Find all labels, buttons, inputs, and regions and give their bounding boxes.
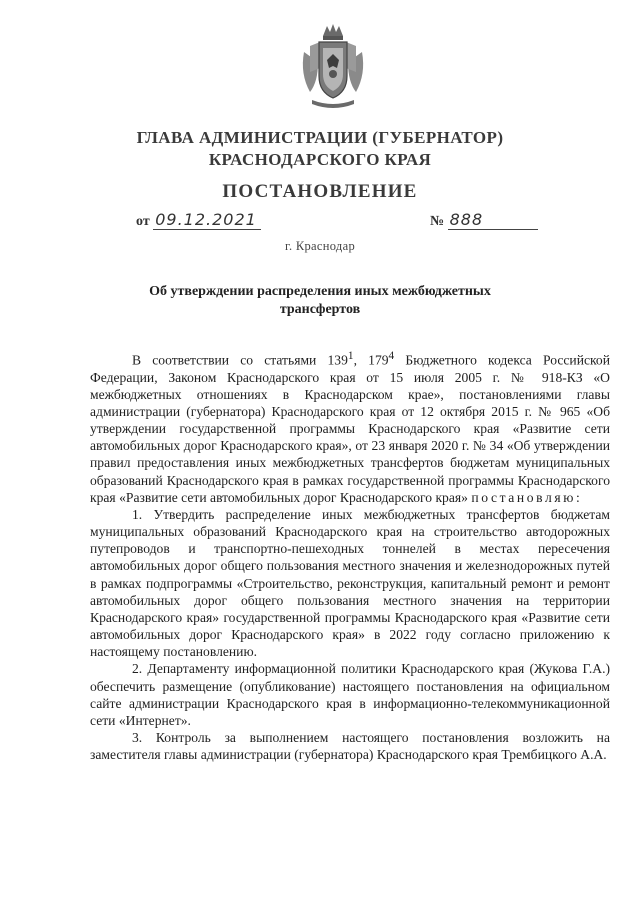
title-line1: Об утверждении распределения иных межбюджетных (149, 284, 491, 299)
clause-3-paragraph: 3. Контроль за выполнением настоящего постановления возложить на заместителя главы администрации (губернатора) Краснодарского края Трембицкого А.А. (90, 729, 610, 763)
number-row (430, 210, 538, 230)
number-prefix: № (430, 214, 445, 229)
coat-of-arms-emblem (296, 22, 370, 110)
clause-1-paragraph: 1. Утвердить распределение иных межбюджетных трансфертов бюджетам муниципальных образований Краснодарского края на строительство автодорожных путепроводов и транспортно-пешеходных тоннелей в местах пересечения автомобильных дорог общего пользования местного значения и железнодорожных путей в рамках подпрограммы «Строительство, реконструкция, капитальный ремонт и ремонт автомобильных дорог общего пользования местного значения на территории Краснодарского края» государственной программы Краснодарского края «Развитие сети автомобильных дорог Краснодарского края» в 2022 году согласно приложению к настоящему постановлению. (90, 506, 610, 660)
date-prefix: от (136, 214, 150, 229)
document-title (120, 283, 520, 319)
resolve-word: постановляю: (471, 489, 583, 505)
preamble-text-end: Бюджетного кодекса Российской Федерации, Законом Краснодарского края от 15 июля 2005 г. № 918-КЗ «О межбюджетных отношениях в Краснодарском крае», постановлениями главы администрации (губернатора) Краснодарского края от 12 октября 2015 г. № 965 «Об утверждении государственной программы Краснодарского края «Развитие сети автомобильных дорог Краснодарского края», от 23 января 2020 г. № 34 «Об утверждении правил предоставления иных межбюджетных трансфертов бюджетам муниципальных образований Краснодарского края в рамках государственной программы Краснодарского края «Развитие сети автомобильных дорог Краснодарского края» (90, 352, 610, 505)
coat-of-arms-icon (296, 22, 370, 110)
authority-title-line2: КРАСНОДАРСКОГО КРАЯ (208, 150, 432, 169)
preamble-paragraph (90, 348, 610, 506)
number-value: 888 (448, 210, 538, 230)
document-body (90, 348, 610, 763)
superscript-4: 4 (388, 350, 395, 362)
superscript-1: 1 (347, 350, 354, 362)
clause-2-paragraph: 2. Департаменту информационной политики Краснодарского края (Жукова Г.А.) обеспечить размещение (опубликование) настоящего постановления на официальном сайте администрации Краснодарского края в информационно-телекоммуникационной сети «Интернет». (90, 661, 610, 728)
document-type: ПОСТАНОВЛЕНИЕ (222, 181, 418, 202)
date-value: 09.12.2021 (153, 210, 261, 230)
title-line2: трансфертов (279, 302, 361, 317)
preamble-text-mid: , 179 (353, 352, 389, 368)
city-name: г. Краснодар (285, 239, 355, 253)
preamble-text-start: В соответствии со статьями 139 (132, 352, 348, 368)
authority-title-line1: ГЛАВА АДМИНИСТРАЦИИ (ГУБЕРНАТОР) (136, 128, 504, 147)
date-row (136, 210, 261, 230)
